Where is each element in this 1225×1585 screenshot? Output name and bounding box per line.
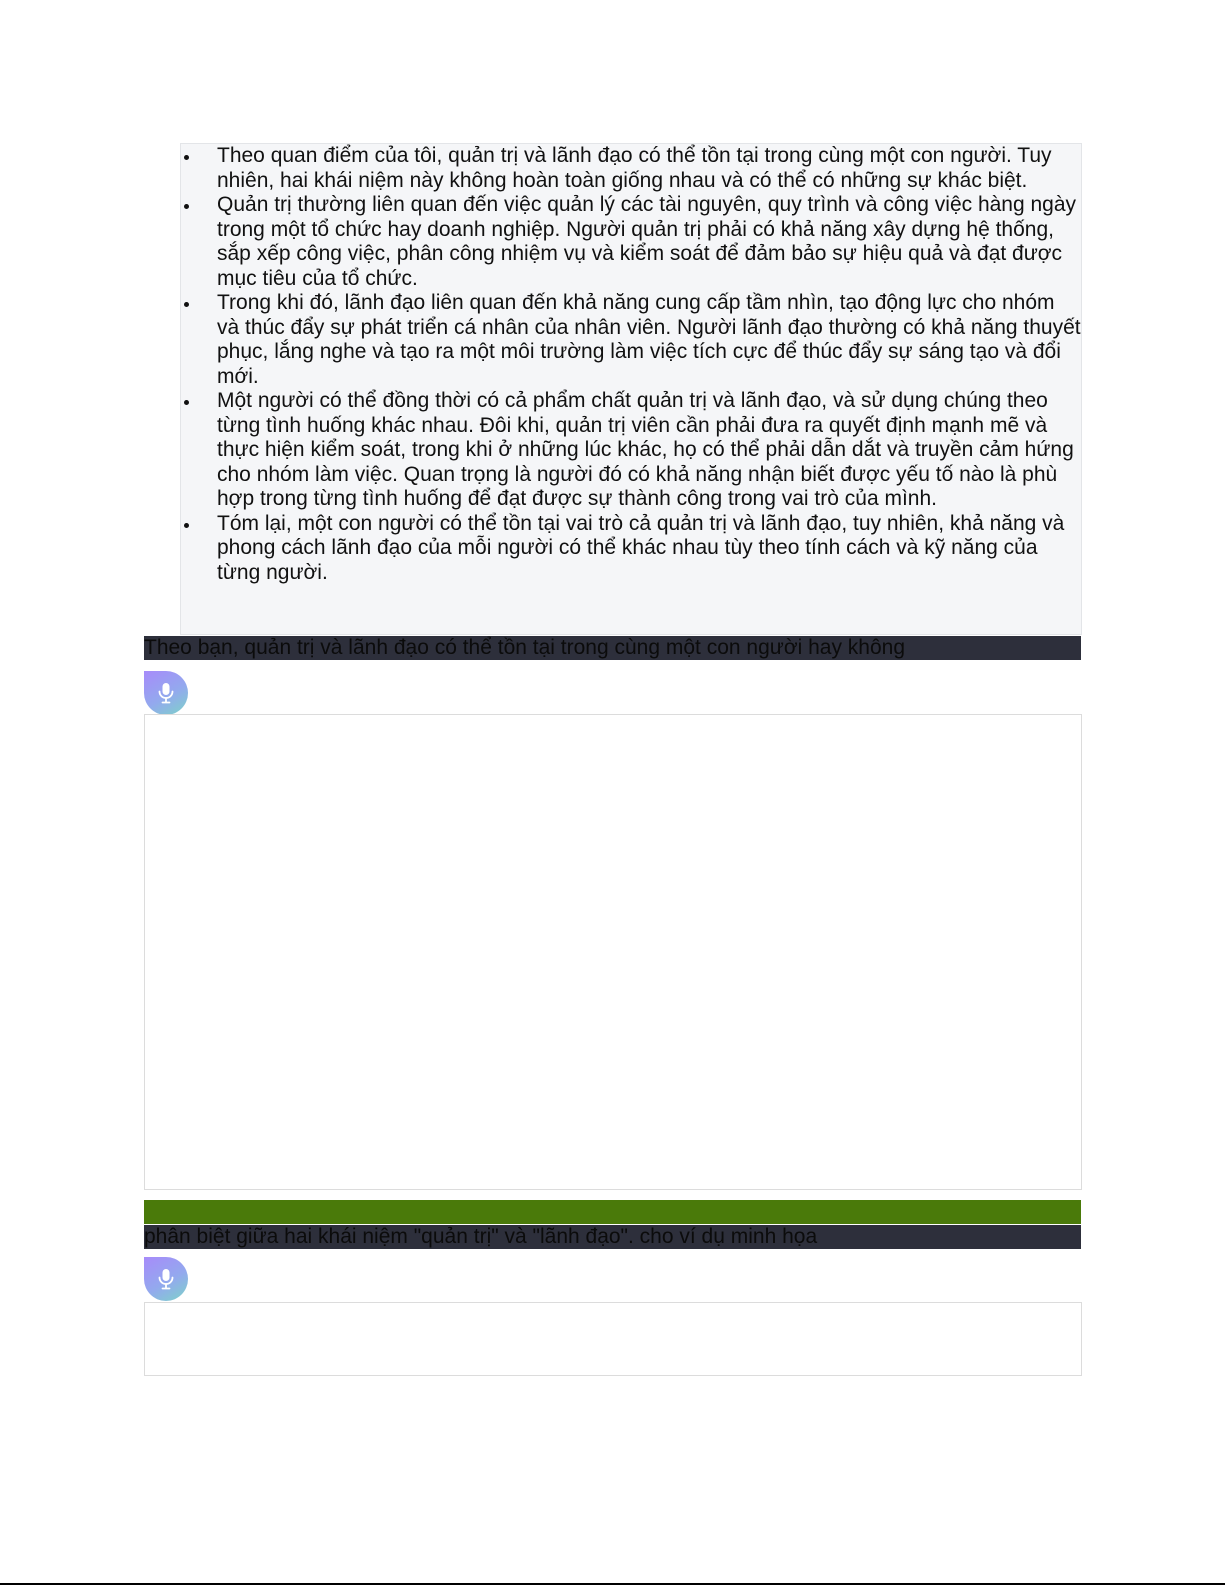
prompt-bar-second <box>144 1225 1081 1249</box>
prompt-bar-first <box>144 636 1081 660</box>
prompt-text-second: phân biệt giữa hai khái niệm "quản trị" và "lãnh đạo". cho ví dụ minh họa <box>144 1225 818 1248</box>
green-divider-bar <box>144 1200 1081 1224</box>
microphone-icon <box>156 1267 176 1291</box>
answer-bullet-2: Quản trị thường liên quan đến việc quản lý các tài nguyên, quy trình và công việc hàng ngày trong một tổ chức hay doanh nghiệp. Người quản trị phải có khả năng xây dựng hệ thống, sắp xếp công việc, phân công nhiệm vụ và kiểm soát để đảm bảo sự hiệu quả và đạt được mục tiêu của tổ chức. <box>217 193 1081 291</box>
answer-box <box>180 143 1082 635</box>
answer-bullet-5: Tóm lại, một con người có thể tồn tại vai trò cả quản trị và lãnh đạo, tuy nhiên, khả năng và phong cách lãnh đạo của mỗi người có thể khác nhau tùy theo tính cách và kỹ năng của từng người. <box>217 512 1081 586</box>
answer-bullet-1: Theo quan điểm của tôi, quản trị và lãnh đạo có thể tồn tại trong cùng một con người. Tuy nhiên, hai khái niệm này không hoàn toàn giống nhau và có thể có những sự khác biệt. <box>217 144 1081 193</box>
response-text-area-first[interactable] <box>144 714 1082 1190</box>
answer-list <box>181 144 1081 585</box>
prompt-text-first: Theo bạn, quản trị và lãnh đạo có thể tồn tại trong cùng một con người hay không <box>144 636 905 659</box>
answer-bullet-3: Trong khi đó, lãnh đạo liên quan đến khả năng cung cấp tầm nhìn, tạo động lực cho nhóm và thúc đẩy sự phát triển cá nhân của nhân viên. Người lãnh đạo thường có khả năng thuyết phục, lắng nghe và tạo ra một môi trường làm việc tích cực để thúc đẩy sự sáng tạo và đổi mới. <box>217 291 1081 388</box>
microphone-icon <box>156 681 176 705</box>
response-text-area-second[interactable] <box>144 1302 1082 1376</box>
voice-input-button-second[interactable] <box>144 1257 188 1301</box>
answer-bullet-4: Một người có thể đồng thời có cả phẩm chất quản trị và lãnh đạo, và sử dụng chúng theo từng tình huống khác nhau. Đôi khi, quản trị viên cần phải đưa ra quyết định mạnh mẽ và thực hiện kiểm soát, trong khi ở những lúc khác, họ có thể phải dẫn dắt và truyền cảm hứng cho nhóm làm việc. Quan trọng là người đó có khả năng nhận biết được yếu tố nào là phù hợp trong từng tình huống để đạt được sự thành công trong vai trò của mình. <box>217 389 1081 512</box>
voice-input-button[interactable] <box>144 671 188 715</box>
